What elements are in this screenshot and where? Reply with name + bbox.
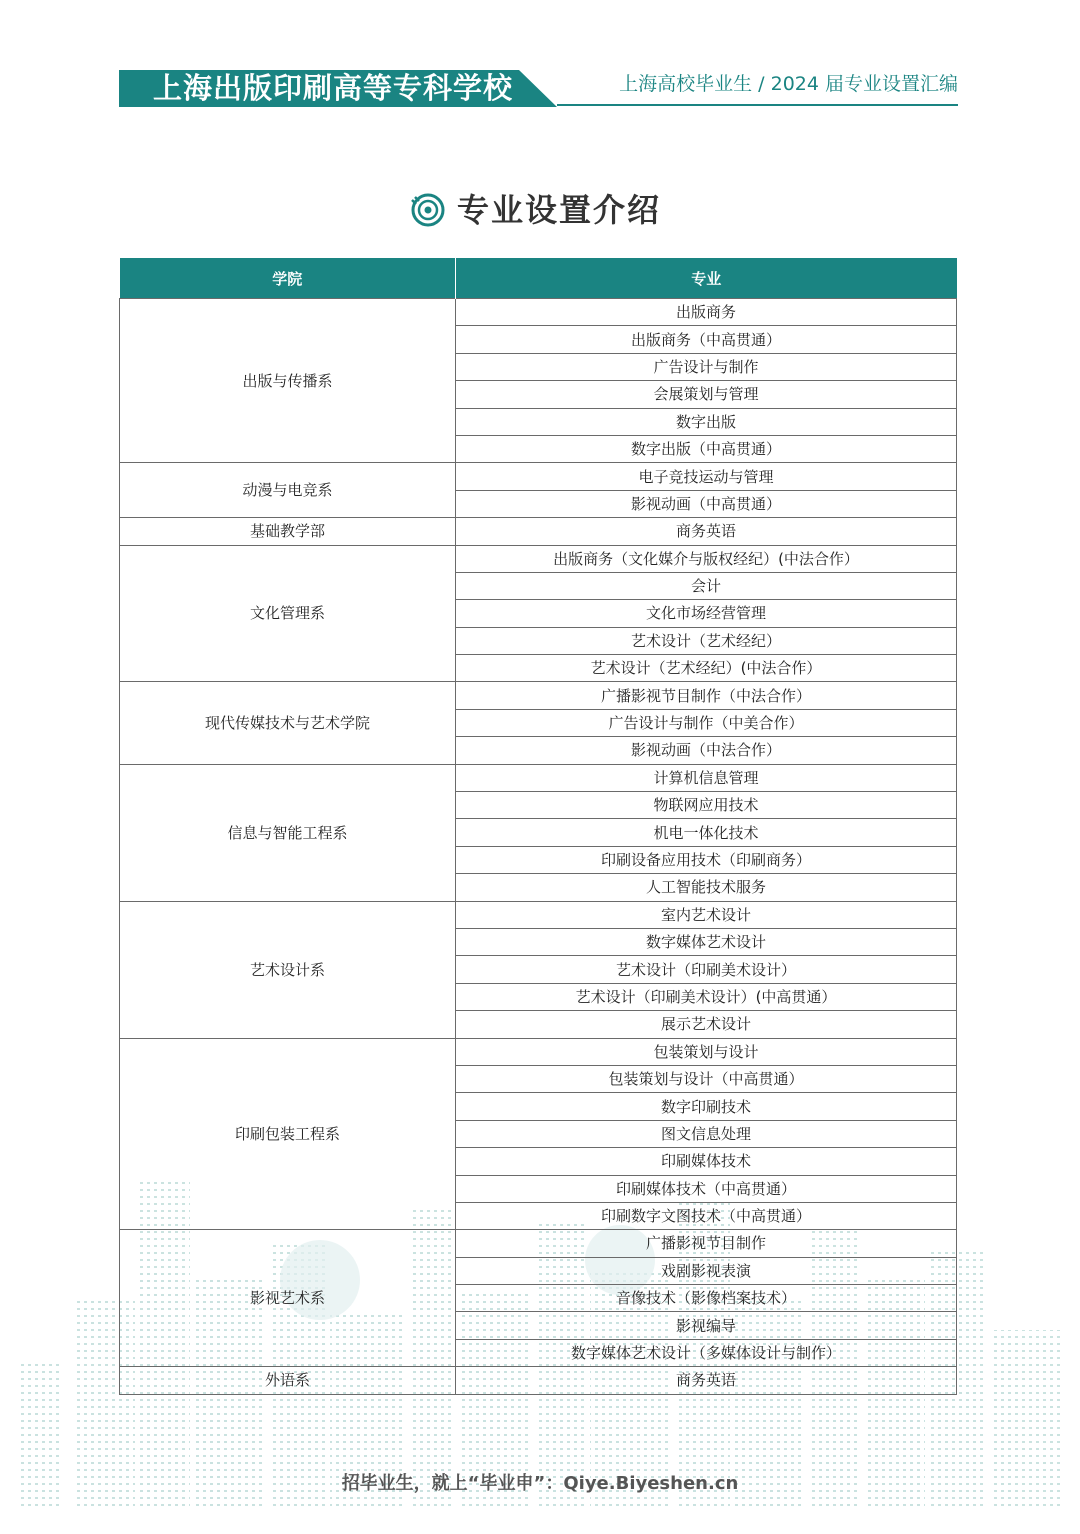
department-cell: 动漫与电竞系	[120, 463, 456, 518]
major-cell: 电子竞技运动与管理	[456, 463, 957, 490]
major-cell: 艺术设计（印刷美术设计）(中高贯通）	[456, 983, 957, 1010]
major-cell: 出版商务（中高贯通）	[456, 326, 957, 353]
major-cell: 出版商务	[456, 299, 957, 326]
major-cell: 出版商务（文化媒介与版权经纪）(中法合作）	[456, 545, 957, 572]
major-cell: 艺术设计（艺术经纪）	[456, 627, 957, 654]
table-header-row	[120, 258, 957, 299]
major-cell: 数字印刷技术	[456, 1093, 957, 1120]
major-cell: 音像技术（影像档案技术）	[456, 1285, 957, 1312]
department-cell: 现代传媒技术与艺术学院	[120, 682, 456, 764]
table-row	[120, 901, 957, 928]
major-cell: 物联网应用技术	[456, 792, 957, 819]
department-cell: 印刷包装工程系	[120, 1038, 456, 1230]
publication-title: 上海高校毕业生 / 2024 届专业设置汇编	[619, 73, 958, 95]
header-divider	[557, 104, 958, 106]
major-cell: 戏剧影视表演	[456, 1257, 957, 1284]
table-row	[120, 545, 957, 572]
department-cell: 影视艺术系	[120, 1230, 456, 1367]
major-cell: 艺术设计（艺术经纪）(中法合作）	[456, 655, 957, 682]
major-cell: 印刷媒体技术（中高贯通）	[456, 1175, 957, 1202]
table-row	[120, 1367, 957, 1394]
department-cell: 艺术设计系	[120, 901, 456, 1038]
major-cell: 广播影视节目制作	[456, 1230, 957, 1257]
target-icon	[410, 192, 446, 228]
major-cell: 数字出版	[456, 408, 957, 435]
department-cell: 文化管理系	[120, 545, 456, 682]
major-cell: 包装策划与设计	[456, 1038, 957, 1065]
school-name: 上海出版印刷高等专科学校	[153, 71, 514, 105]
major-cell: 广告设计与制作（中美合作）	[456, 709, 957, 736]
column-header-major: 专业	[456, 258, 957, 299]
major-cell: 室内艺术设计	[456, 901, 957, 928]
table-row	[120, 518, 957, 545]
major-cell: 商务英语	[456, 1367, 957, 1394]
major-cell: 印刷设备应用技术（印刷商务）	[456, 846, 957, 873]
major-cell: 艺术设计（印刷美术设计）	[456, 956, 957, 983]
table-row	[120, 1038, 957, 1065]
major-cell: 影视动画（中高贯通）	[456, 490, 957, 517]
major-cell: 人工智能技术服务	[456, 874, 957, 901]
table-row	[120, 1230, 957, 1257]
column-header-college: 学院	[120, 258, 456, 299]
major-cell: 广播影视节目制作（中法合作）	[456, 682, 957, 709]
major-cell: 印刷数字文图技术（中高贯通）	[456, 1202, 957, 1229]
major-cell: 广告设计与制作	[456, 353, 957, 380]
major-cell: 文化市场经营管理	[456, 600, 957, 627]
major-cell: 数字出版（中高贯通）	[456, 435, 957, 462]
department-cell: 基础教学部	[120, 518, 456, 545]
footer-ad: 招毕业生，就上“毕业申”：Qiye.Biyeshen.cn	[341, 1473, 739, 1494]
major-cell: 包装策划与设计（中高贯通）	[456, 1065, 957, 1092]
major-cell: 印刷媒体技术	[456, 1148, 957, 1175]
section-title: 专业设置介绍	[457, 191, 662, 229]
table-row	[120, 299, 957, 326]
major-cell: 会展策划与管理	[456, 381, 957, 408]
table-body	[120, 299, 957, 1395]
major-cell: 展示艺术设计	[456, 1011, 957, 1038]
major-cell: 影视编导	[456, 1312, 957, 1339]
table-row	[120, 682, 957, 709]
major-cell: 图文信息处理	[456, 1120, 957, 1147]
major-cell: 商务英语	[456, 518, 957, 545]
major-cell: 计算机信息管理	[456, 764, 957, 791]
majors-table	[119, 258, 957, 1395]
department-cell: 外语系	[120, 1367, 456, 1394]
major-cell: 数字媒体艺术设计（多媒体设计与制作）	[456, 1339, 957, 1366]
table-row	[120, 463, 957, 490]
major-cell: 数字媒体艺术设计	[456, 928, 957, 955]
department-cell: 出版与传播系	[120, 299, 456, 463]
major-cell: 会计	[456, 572, 957, 599]
department-cell: 信息与智能工程系	[120, 764, 456, 901]
table-row	[120, 764, 957, 791]
major-cell: 机电一体化技术	[456, 819, 957, 846]
major-cell: 影视动画（中法合作）	[456, 737, 957, 764]
